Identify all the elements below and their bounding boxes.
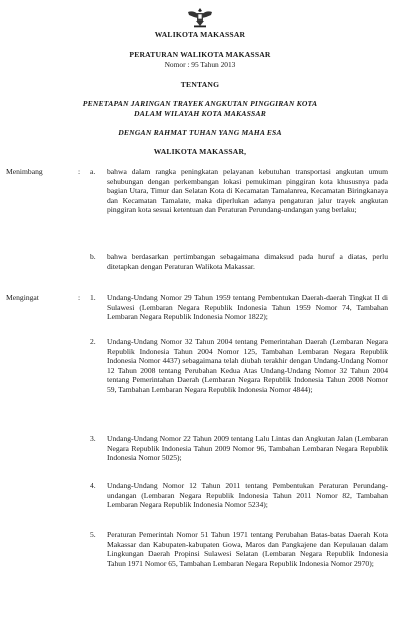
mengingat-5-marker: 5.: [90, 530, 96, 539]
subject-line-1: PENETAPAN JARINGAN TRAYEK ANGKUTAN PINGGIRAN KOTA: [82, 99, 318, 108]
issuer-heading: WALIKOTA MAKASSAR,: [153, 147, 247, 156]
mengingat-4-marker: 4.: [90, 481, 96, 490]
menimbang-label: Menimbang: [6, 167, 43, 176]
mengingat-3-marker: 3.: [90, 434, 96, 443]
menimbang-b-text: bahwa berdasarkan pertimbangan sebagaimana dimaksud pada huruf a diatas, perlu ditetapkan dengan Peraturan Walikota Makassar.: [107, 252, 388, 271]
menimbang-a-text: bahwa dalam rangka peningkatan pelayanan kebutuhan transportasi angkutan umum sehubungan dengan perkembangan lokasi pemukiman pinggiran kota khususnya pada bagian Utara, Timur dan Selatan Kota di Kecamatan Tamalanrea, Kecamatan Biringkanaya dan Kecamatan Tamalate, maka diperlukan adanya pengaturan jalur trayek angkutan pinggiran kota sesuai ketentuan dan Peraturan Perundang-undangan yang berlaku;: [107, 167, 388, 215]
mengingat-3-text: Undang-Undang Nomor 22 Tahun 2009 tentang Lalu Lintas dan Angkutan Jalan (Lembaran Negara Republik Indonesia Tahun 2009 Nomor 96, Tambahan Lembaran Negara Republik Indonesia Nomor 5025);: [107, 434, 388, 463]
subject-line-2: DALAM WILAYAH KOTA MAKASSAR: [134, 109, 266, 118]
mengingat-1-marker: 1.: [90, 293, 96, 302]
header-title: WALIKOTA MAKASSAR: [154, 30, 246, 39]
regulation-number: Nomor : 95 Tahun 2013: [164, 60, 236, 69]
regulation-title: PERATURAN WALIKOTA MAKASSAR: [129, 50, 271, 59]
mengingat-label: Mengingat: [6, 293, 39, 302]
garuda-emblem-icon: [186, 6, 214, 28]
about-heading: TENTANG: [180, 80, 220, 89]
mengingat-5-text: Peraturan Pemerintah Nomor 51 Tahun 1971 tentang Perubahan Batas-batas Daerah Kota Makassar dan Kabupaten-kabupaten Gowa, Maros dan Pangkajene dan Kepulauan dalam Lingkungan Daerah Propinsi Sulawesi Selatan (Lembaran Negara Republik Indonesia Tahun 1971 Nomor 65, Tambahan Lembaran Negara Republik Indonesia Nomor 2970);: [107, 530, 388, 568]
mengingat-1-text: Undang-Undang Nomor 29 Tahun 1959 tentang Pembentukan Daerah-daerah Tingkat II di Sulawesi (Lembaran Negara Republik Indonesia Tahun 1959 Nomor 74, Tambahan Lembaran Negara Republik Indonesia Nomor 1822);: [107, 293, 388, 322]
mengingat-2-text: Undang-Undang Nomor 32 Tahun 2004 tentang Pemerintahan Daerah (Lembaran Negara Republik Indonesia Tahun 2004 Nomor 125, Tambahan Lembaran Negara Republik Indonesia Nomor 4437) sebagaimana telah diubah terakhir dengan Undang-Undang Nomor 12 Tahun 2008 tentang Perubahan Kedua Atas Undang-Undang Nomor 32 Tahun 2004 tentang Pemerintahan Daerah (Lembaran Negara Republik Indonesia Tahun 2008 Nomor 59, Tambahan Lembaran Negara Republik Indonesia Nomor 4844);: [107, 337, 388, 394]
mengingat-2-marker: 2.: [90, 337, 96, 346]
grace-heading: DENGAN RAHMAT TUHAN YANG MAHA ESA: [118, 128, 282, 137]
mengingat-colon: :: [78, 293, 81, 302]
menimbang-colon: :: [78, 167, 81, 176]
menimbang-a-marker: a.: [90, 167, 96, 176]
mengingat-4-text: Undang-Undang Nomor 12 Tahun 2011 tentang Pembentukan Peraturan Perundang-undangan (Lembaran Negara Republik Indonesia Tahun 2011 Nomor 82, Tambahan Lembaran Negara Republik Indonesia Nomor 5234);: [107, 481, 388, 510]
menimbang-b-marker: b.: [90, 252, 96, 261]
